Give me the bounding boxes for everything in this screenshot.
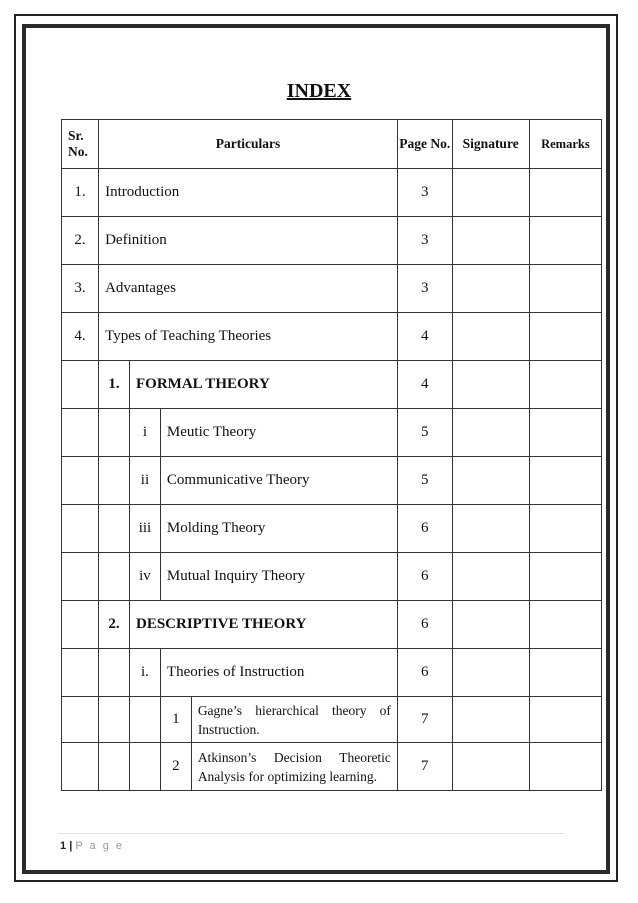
row-page: 5 — [397, 457, 452, 505]
row-page: 6 — [397, 601, 452, 649]
row-number: 1 — [160, 697, 191, 743]
row-sr: 3. — [62, 265, 99, 313]
row-signature — [452, 313, 529, 361]
table-row — [62, 649, 602, 697]
row-remarks — [529, 697, 601, 743]
row-sr: 2. — [62, 217, 99, 265]
row-particulars: Gagne’s hierarchical theory of Instruction. — [191, 697, 397, 743]
row-blank — [99, 553, 130, 601]
table-row — [62, 409, 602, 457]
header-signature: Signature — [452, 120, 529, 169]
row-signature — [452, 697, 529, 743]
row-sr — [62, 409, 99, 457]
row-signature — [452, 265, 529, 313]
row-remarks — [529, 217, 601, 265]
table-row — [62, 601, 602, 649]
row-remarks — [529, 743, 601, 791]
row-signature — [452, 505, 529, 553]
row-number: iii — [130, 505, 161, 553]
header-sr: Sr. No. — [62, 120, 99, 169]
row-page: 7 — [397, 697, 452, 743]
row-blank — [99, 457, 130, 505]
row-sr — [62, 649, 99, 697]
table-row — [62, 313, 602, 361]
row-sr — [62, 505, 99, 553]
row-particulars: Advantages — [99, 265, 398, 313]
row-sr — [62, 743, 99, 791]
table-header-row — [62, 120, 602, 169]
row-page: 6 — [397, 553, 452, 601]
table-row — [62, 743, 602, 791]
row-page: 7 — [397, 743, 452, 791]
row-page: 3 — [397, 169, 452, 217]
header-particulars: Particulars — [99, 120, 398, 169]
table-row — [62, 697, 602, 743]
row-remarks — [529, 409, 601, 457]
row-remarks — [529, 553, 601, 601]
row-remarks — [529, 169, 601, 217]
row-page: 6 — [397, 649, 452, 697]
row-sr — [62, 697, 99, 743]
row-blank — [99, 505, 130, 553]
table-row — [62, 505, 602, 553]
row-signature — [452, 217, 529, 265]
row-number: 2. — [99, 601, 130, 649]
row-signature — [452, 601, 529, 649]
table-row — [62, 361, 602, 409]
row-signature — [452, 743, 529, 791]
row-remarks — [529, 505, 601, 553]
row-number: 2 — [160, 743, 191, 791]
page-footer — [60, 840, 124, 852]
table-row — [62, 457, 602, 505]
header-remarks: Remarks — [529, 120, 601, 169]
row-sr — [62, 361, 99, 409]
page-title: INDEX — [286, 80, 352, 102]
row-signature — [452, 169, 529, 217]
row-particulars: DESCRIPTIVE THEORY — [130, 601, 398, 649]
row-particulars: Meutic Theory — [160, 409, 397, 457]
row-signature — [452, 649, 529, 697]
row-sr — [62, 601, 99, 649]
index-table — [61, 119, 602, 791]
row-signature — [452, 553, 529, 601]
row-sr: 4. — [62, 313, 99, 361]
row-number: iv — [130, 553, 161, 601]
row-remarks — [529, 601, 601, 649]
row-remarks — [529, 457, 601, 505]
table-row — [62, 265, 602, 313]
row-signature — [452, 409, 529, 457]
row-signature — [452, 361, 529, 409]
row-particulars: Definition — [99, 217, 398, 265]
row-remarks — [529, 361, 601, 409]
row-particulars: Communicative Theory — [160, 457, 397, 505]
table-row — [62, 553, 602, 601]
row-remarks — [529, 649, 601, 697]
row-blank — [99, 409, 130, 457]
table-row — [62, 169, 602, 217]
row-sr: 1. — [62, 169, 99, 217]
row-blank — [130, 697, 161, 743]
row-page: 3 — [397, 265, 452, 313]
row-blank — [99, 697, 130, 743]
page-number: 1 — [60, 840, 67, 852]
row-page: 5 — [397, 409, 452, 457]
row-sr — [62, 553, 99, 601]
row-blank — [99, 649, 130, 697]
row-number: i. — [130, 649, 161, 697]
footer-separator: | — [69, 840, 73, 852]
row-particulars: Mutual Inquiry Theory — [160, 553, 397, 601]
row-blank — [130, 743, 161, 791]
page-label: P a g e — [75, 840, 124, 852]
row-remarks — [529, 313, 601, 361]
row-remarks — [529, 265, 601, 313]
row-number: 1. — [99, 361, 130, 409]
row-page: 3 — [397, 217, 452, 265]
row-signature — [452, 457, 529, 505]
row-particulars: Atkinson’s Decision Theoretic Analysis for optimizing learning. — [191, 743, 397, 791]
row-particulars: FORMAL THEORY — [130, 361, 398, 409]
header-page: Page No. — [397, 120, 452, 169]
row-number: i — [130, 409, 161, 457]
footer-divider — [58, 833, 564, 834]
table-row — [62, 217, 602, 265]
row-number: ii — [130, 457, 161, 505]
row-blank — [99, 743, 130, 791]
row-particulars: Types of Teaching Theories — [99, 313, 398, 361]
row-page: 4 — [397, 361, 452, 409]
row-particulars: Introduction — [99, 169, 398, 217]
row-sr — [62, 457, 99, 505]
row-page: 4 — [397, 313, 452, 361]
row-particulars: Molding Theory — [160, 505, 397, 553]
row-page: 6 — [397, 505, 452, 553]
row-particulars: Theories of Instruction — [160, 649, 397, 697]
